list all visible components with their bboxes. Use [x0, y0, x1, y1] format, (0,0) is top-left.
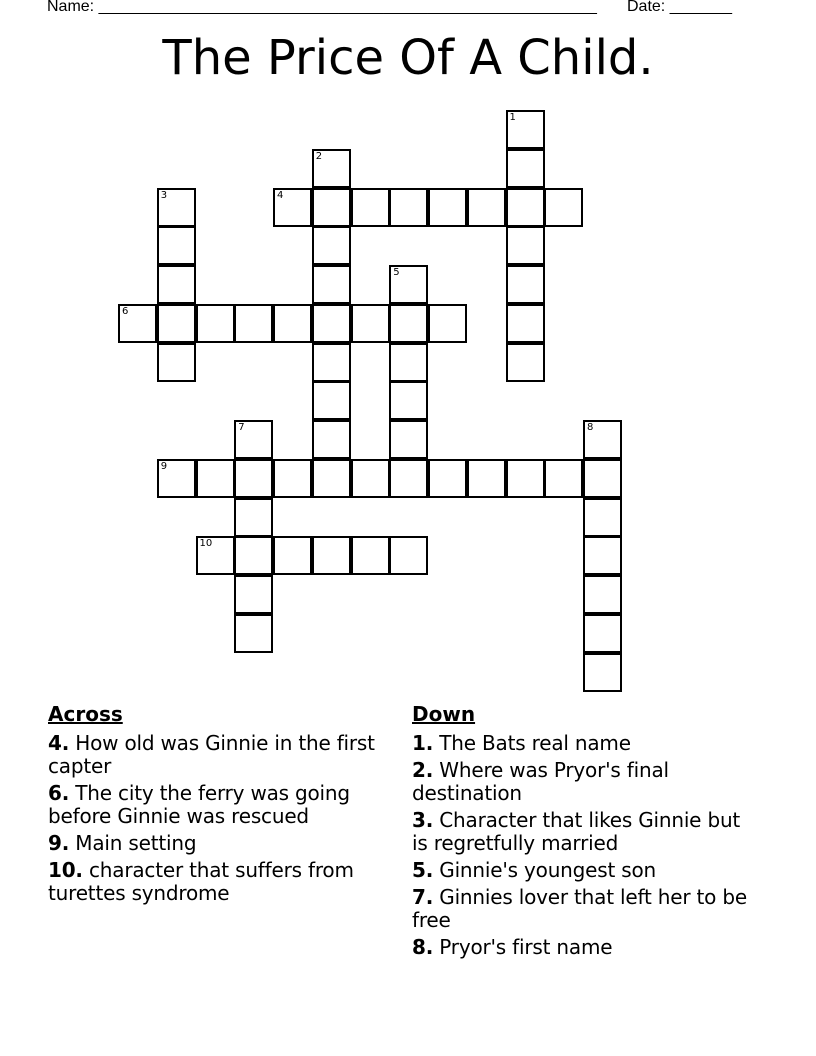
- grid-cell[interactable]: [389, 381, 428, 420]
- across-clue-list: [48, 732, 388, 905]
- grid-cell[interactable]: [389, 343, 428, 382]
- across-heading: Across: [48, 702, 123, 726]
- grid-cell[interactable]: [312, 188, 351, 227]
- name-field[interactable]: Name: ________________________________________________________: [47, 0, 597, 15]
- grid-cell[interactable]: [312, 343, 351, 382]
- grid-cell[interactable]: [389, 420, 428, 459]
- grid-cell[interactable]: [234, 459, 273, 498]
- grid-cell[interactable]: [312, 381, 351, 420]
- clue-number-label: 3.: [412, 808, 434, 832]
- clue-number-label: 6.: [48, 781, 70, 805]
- clue-text: Character that likes Ginnie but is regretfully married: [412, 808, 741, 855]
- clue-number-label: 2.: [412, 758, 434, 782]
- clue-number-label: 9.: [48, 831, 70, 855]
- clue-number: 5: [393, 267, 400, 278]
- down-clue: [412, 732, 752, 755]
- clue-text: The city the ferry was going before Ginnie was rescued: [48, 781, 350, 828]
- grid-cell[interactable]: [389, 536, 428, 575]
- grid-cell[interactable]: [312, 459, 351, 498]
- grid-cell[interactable]: [467, 188, 506, 227]
- grid-cell[interactable]: [351, 536, 390, 575]
- grid-cell[interactable]: [157, 304, 196, 343]
- across-clue: [48, 732, 388, 778]
- grid-cell[interactable]: [351, 304, 390, 343]
- grid-cell[interactable]: [234, 420, 273, 459]
- grid-cell[interactable]: [544, 188, 583, 227]
- clue-number: 4: [277, 189, 284, 201]
- clue-text: Main setting: [69, 831, 197, 855]
- date-field[interactable]: Date: _______: [627, 0, 732, 15]
- grid-cell[interactable]: [351, 459, 390, 498]
- page-title: The Price Of A Child.: [162, 30, 654, 86]
- grid-cell[interactable]: [428, 459, 467, 498]
- clue-text: The Bats real name: [433, 731, 631, 755]
- grid-cell[interactable]: [506, 188, 545, 227]
- grid-cell[interactable]: [157, 343, 196, 382]
- down-clue: [412, 886, 752, 932]
- clue-number-label: 7.: [412, 885, 434, 909]
- grid-cell[interactable]: [583, 498, 622, 537]
- down-clue: [412, 936, 752, 959]
- grid-cell[interactable]: [583, 575, 622, 614]
- grid-cell[interactable]: [312, 226, 351, 265]
- down-clue: [412, 759, 752, 805]
- grid-cell[interactable]: [389, 459, 428, 498]
- grid-cell[interactable]: [234, 498, 273, 537]
- clue-number: 6: [122, 305, 129, 317]
- clue-number: 1: [509, 112, 516, 123]
- clue-number-label: 4.: [48, 731, 70, 755]
- grid-cell[interactable]: [428, 304, 467, 343]
- clue-text: Where was Pryor's final destination: [412, 758, 669, 805]
- clue-text: character that suffers from turettes syndrome: [48, 858, 354, 905]
- grid-cell[interactable]: [234, 575, 273, 614]
- grid-cell[interactable]: [506, 110, 545, 149]
- grid-cell[interactable]: [157, 226, 196, 265]
- grid-cell[interactable]: [157, 459, 196, 498]
- grid-cell[interactable]: [157, 188, 196, 227]
- grid-cell[interactable]: [273, 188, 312, 227]
- grid-cell[interactable]: [118, 304, 157, 343]
- clue-text: Ginnie's youngest son: [433, 858, 657, 882]
- grid-cell[interactable]: [467, 459, 506, 498]
- clue-number: 9: [160, 460, 168, 472]
- grid-cell[interactable]: [389, 265, 428, 304]
- down-clues: [412, 702, 752, 963]
- grid-cell[interactable]: [196, 536, 235, 575]
- grid-cell[interactable]: [583, 536, 622, 575]
- clue-number: 8: [587, 422, 594, 433]
- across-clue: [48, 832, 388, 855]
- grid-cell[interactable]: [506, 226, 545, 265]
- grid-cell[interactable]: [234, 304, 273, 343]
- grid-cell[interactable]: [583, 614, 622, 653]
- clue-number: 2: [315, 150, 323, 162]
- grid-cell[interactable]: [273, 536, 312, 575]
- grid-cell[interactable]: [506, 459, 545, 498]
- grid-cell[interactable]: [312, 304, 351, 343]
- grid-cell[interactable]: [506, 149, 545, 188]
- grid-cell[interactable]: [506, 304, 545, 343]
- grid-cell[interactable]: [583, 459, 622, 498]
- down-clue: [412, 809, 752, 855]
- clue-text: Ginnies lover that left her to be free: [412, 885, 747, 932]
- grid-cell[interactable]: [312, 420, 351, 459]
- across-clue: [48, 782, 388, 828]
- grid-cell[interactable]: [157, 265, 196, 304]
- grid-cell[interactable]: [234, 614, 273, 653]
- grid-cell[interactable]: [428, 188, 467, 227]
- clue-number-label: 5.: [412, 858, 434, 882]
- grid-cell[interactable]: [583, 420, 622, 459]
- grid-cell[interactable]: [234, 536, 273, 575]
- grid-cell[interactable]: [196, 304, 235, 343]
- grid-cell[interactable]: [312, 149, 351, 188]
- down-heading: Down: [412, 702, 476, 726]
- clue-number: 7: [238, 422, 245, 433]
- clue-number-label: 8.: [412, 935, 434, 959]
- grid-cell[interactable]: [583, 653, 622, 692]
- across-clue: [48, 859, 388, 905]
- down-clue: [412, 859, 752, 882]
- clue-number: 10: [199, 538, 213, 550]
- clue-text: Pryor's first name: [433, 935, 613, 959]
- grid-cell[interactable]: [312, 536, 351, 575]
- down-clue-list: [412, 732, 752, 959]
- grid-cell[interactable]: [312, 265, 351, 304]
- grid-cell[interactable]: [273, 304, 312, 343]
- grid-cell[interactable]: [389, 188, 428, 227]
- grid-cell[interactable]: [506, 265, 545, 304]
- clue-number-label: 10.: [48, 858, 83, 882]
- grid-cell[interactable]: [389, 304, 428, 343]
- clue-number-label: 1.: [412, 731, 434, 755]
- clue-text: How old was Ginnie in the first capter: [48, 731, 375, 778]
- grid-cell[interactable]: [196, 459, 235, 498]
- across-clues: [48, 702, 388, 909]
- clue-number: 3: [160, 189, 168, 201]
- grid-cell[interactable]: [544, 459, 583, 498]
- grid-cell[interactable]: [351, 188, 390, 227]
- grid-cell[interactable]: [273, 459, 312, 498]
- grid-cell[interactable]: [506, 343, 545, 382]
